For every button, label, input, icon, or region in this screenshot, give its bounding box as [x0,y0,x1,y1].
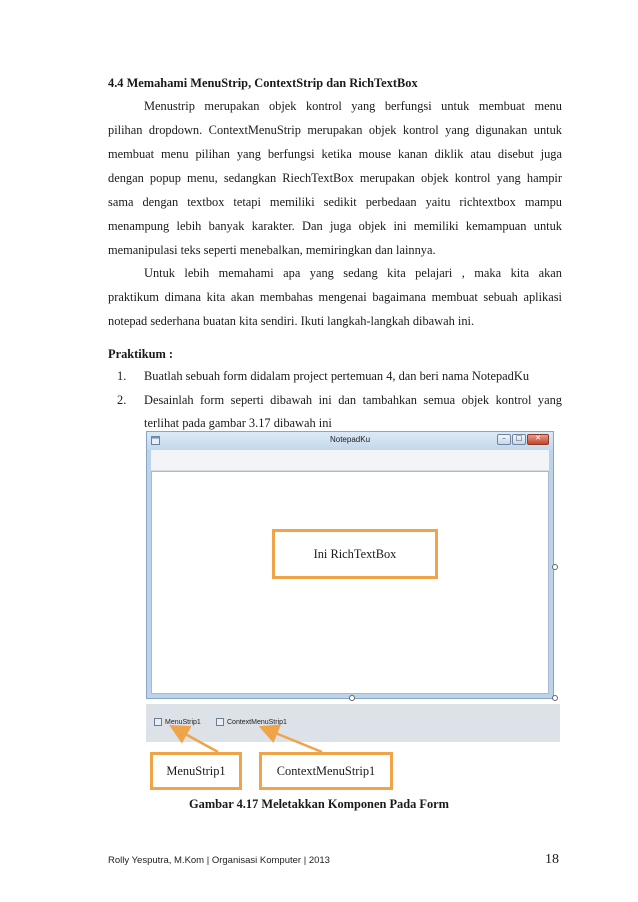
tray-item-label: MenuStrip1 [165,718,201,726]
footer-text: Rolly Yesputra, M.Kom | Organisasi Komputer | 2013 [108,855,330,866]
section-heading: 4.4 Memahami MenuStrip, ContextStrip dan RichTextBox [108,76,418,90]
page-number: 18 [545,852,559,867]
tray-item-label: ContextMenuStrip1 [227,718,287,726]
paragraph1-line: dengan popup menu, sedangkan RiechTextBox merupakan objek kontrol yang hampir [108,171,562,185]
menustrip-callout: MenuStrip1 [150,752,242,790]
paragraph1-line: pilihan dropdown. ContextMenuStrip merupakan objek kontrol yang digunakan untuk [108,123,562,137]
richtextbox-callout: Ini RichTextBox [272,529,438,579]
paragraph1-line: menampung lebih banyak karakter. Dan juga objek ini memiliki kemampuan untuk [108,219,562,233]
paragraph2-line: praktikum dimana kita akan membahas mengenai bagaimana membuat sebuah aplikasi [108,290,562,304]
step-number: 1. [117,369,127,383]
step-text: terlihat pada gambar 3.17 dibawah ini [144,416,332,430]
menustrip-arrow [178,730,218,752]
figure-caption: Gambar 4.17 Meletakkan Komponen Pada Form [189,797,449,811]
paragraph1-line: Menustrip merupakan objek kontrol yang berfungsi untuk membuat menu [144,99,562,113]
step-text: Buatlah sebuah form didalam project pertemuan 4, dan beri nama NotepadKu [144,369,530,383]
paragraph1-line: memanipulasi teks seperti menebalkan, memiringkan dan lainnya. [108,243,436,257]
maximize-icon[interactable]: □ [512,434,526,445]
minimize-icon[interactable]: – [497,434,511,445]
contextmenustrip-arrow [268,730,322,752]
paragraph1-line: sama dengan textbox tetapi memiliki sedikit perbedaan yaitu richtextbox mampu [108,195,562,209]
paragraph2-line: notepad sederhana buatan kita sendiri. Ikuti langkah-langkah dibawah ini. [108,314,475,328]
paragraph1-line: membuat menu pilihan yang berfungsi ketika mouse kanan diklik atau disebut juga [108,147,562,161]
praktikum-heading: Praktikum : [108,347,174,361]
form-title: NotepadKu [329,435,371,444]
step-number: 2. [117,393,127,407]
close-icon[interactable]: ✕ [527,434,549,445]
step-text: Desainlah form seperti dibawah ini dan tambahkan semua objek kontrol yang [144,393,562,407]
paragraph2-line: Untuk lebih memahami apa yang sedang kita pelajari , maka kita akan [144,266,562,280]
contextmenustrip-callout: ContextMenuStrip1 [259,752,393,790]
